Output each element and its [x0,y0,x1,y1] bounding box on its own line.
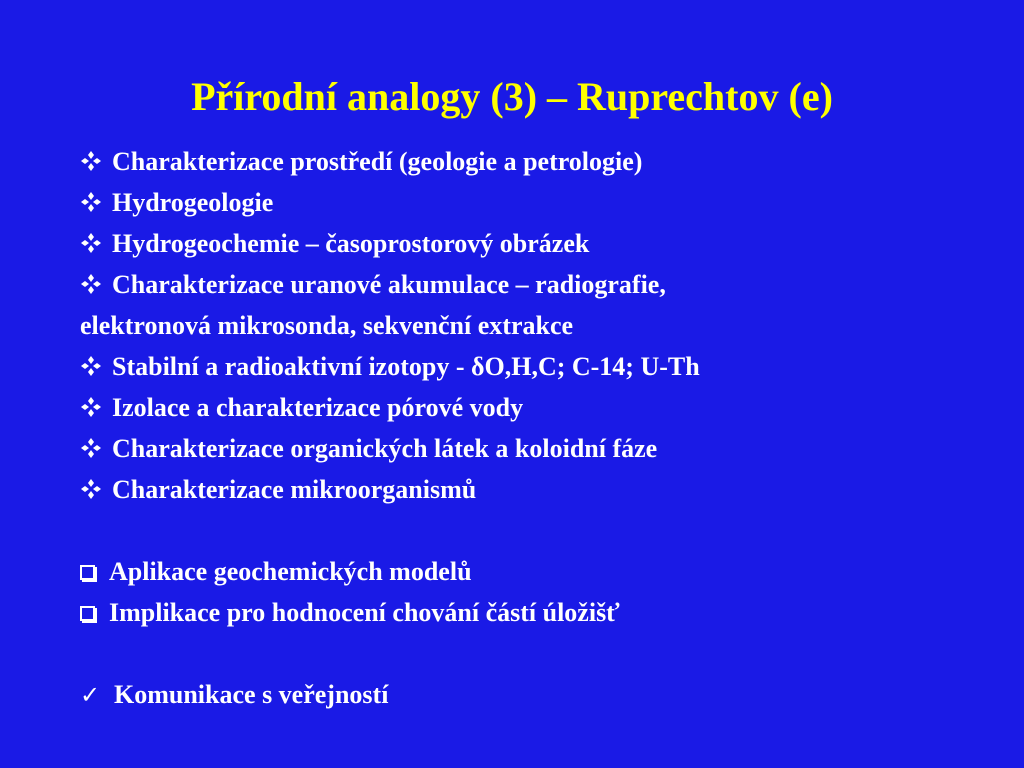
list-item [80,469,1000,510]
spacer [80,510,1000,551]
list-item [80,346,1000,387]
list-item-text: Charakterizace prostředí (geologie a petrologie) [112,147,643,176]
list-item-text: Charakterizace organických látek a koloidní fáze [112,434,658,463]
list-item-text: Hydrogeologie [112,188,274,217]
list-item-text: Hydrogeochemie – časoprostorový obrázek [112,229,590,258]
list-item-text: Charakterizace mikroorganismů [112,475,477,504]
list-item [80,264,1000,305]
list-item-text: Stabilní a radioaktivní izotopy - δO,H,C; C-14; U-Th [112,352,700,381]
four-diamond-bullet-icon [80,471,112,512]
four-diamond-bullet-icon [80,389,112,430]
checkmark-icon: ✓ [80,681,101,709]
slide-body [80,141,1000,715]
spacer [80,633,1000,674]
list-item-text: Komunikace s veřejností [114,680,389,709]
list-item [80,141,1000,182]
list-item [80,592,1000,633]
list-item [80,182,1000,223]
four-diamond-bullet-icon [80,266,112,307]
list-item [80,674,1000,715]
four-diamond-bullet-icon [80,184,112,225]
list-item-text: Charakterizace uranové akumulace – radiografie, [112,270,666,299]
four-diamond-bullet-icon [80,430,112,471]
list-item [80,428,1000,469]
list-item-text: Izolace a charakterizace pórové vody [112,393,524,422]
shadowed-square-bullet-icon [80,606,95,621]
four-diamond-bullet-icon [80,225,112,266]
list-item [80,223,1000,264]
shadowed-square-bullet-icon [80,565,95,580]
four-diamond-bullet-icon [80,348,112,389]
list-item-text: Implikace pro hodnocení chování částí úložišť [109,598,620,627]
list-item-continuation: elektronová mikrosonda, sekvenční extrakce [80,311,574,340]
list-item [80,551,1000,592]
slide-title: Přírodní analogy (3) – Ruprechtov (e) [191,74,833,119]
list-item [80,387,1000,428]
list-item-text: Aplikace geochemických modelů [109,557,472,586]
four-diamond-bullet-icon [80,143,112,184]
